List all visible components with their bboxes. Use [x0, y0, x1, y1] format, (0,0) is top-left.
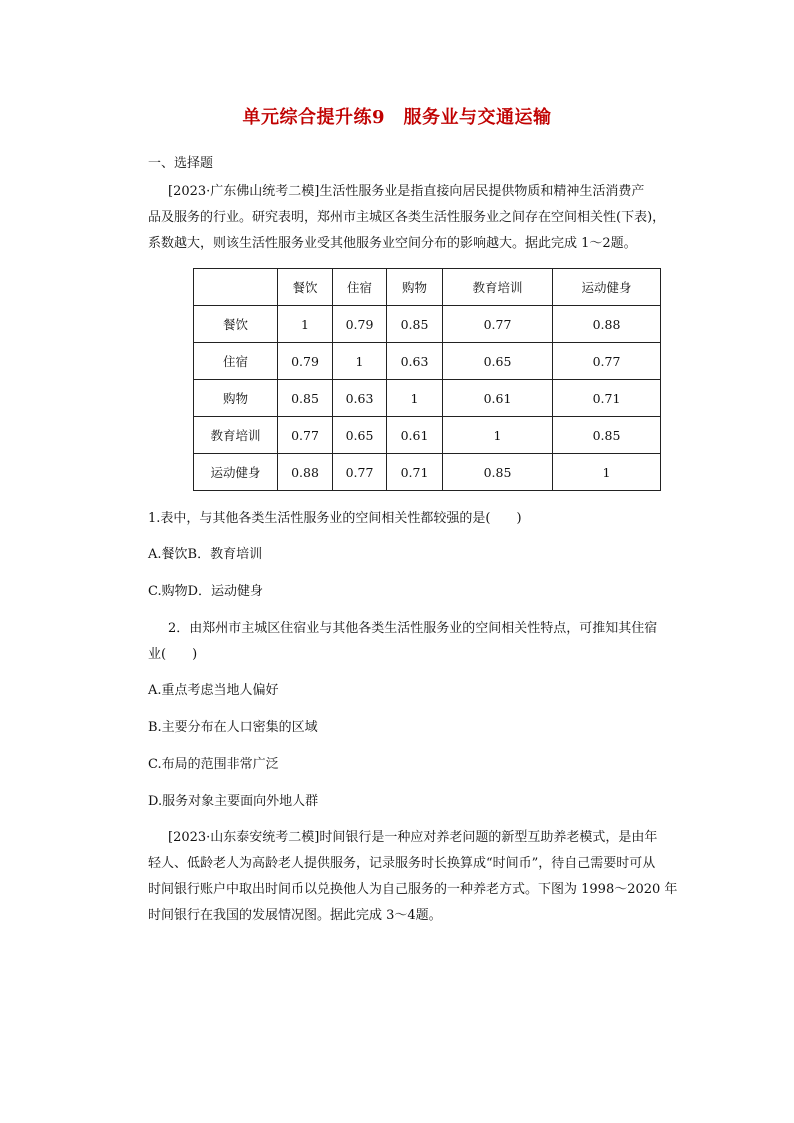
table-header-cell: 购物	[387, 269, 443, 306]
question-2-stem-line2: 业( )	[148, 647, 198, 662]
table-row	[194, 417, 661, 454]
intro2-line1: [2023·山东泰安统考二模]时间银行是一种应对养老问题的新型互助养老模式，是由年	[168, 830, 658, 845]
question-2-option-a: A.重点考虑当地人偏好	[148, 683, 279, 698]
table-cell: 0.63	[387, 343, 443, 380]
table-header-row	[194, 269, 661, 306]
question-2-stem-line1: 2．由郑州市主城区住宿业与其他各类生活性服务业的空间相关性特点，可推知其住宿	[168, 621, 658, 636]
table-header-cell	[194, 269, 278, 306]
question-2-option-d: D.服务对象主要面向外地人群	[148, 794, 319, 809]
table-cell: 0.88	[553, 306, 661, 343]
table-row	[194, 454, 661, 491]
table-cell: 0.77	[333, 454, 387, 491]
table-cell: 1	[333, 343, 387, 380]
table-row-label: 购物	[194, 380, 278, 417]
table-cell: 0.79	[278, 343, 333, 380]
table-row	[194, 380, 661, 417]
intro1-line1: [2023·广东佛山统考二模]生活性服务业是指直接向居民提供物质和精神生活消费产	[168, 184, 645, 199]
table-header-cell: 餐饮	[278, 269, 333, 306]
table-row-label: 教育培训	[194, 417, 278, 454]
table-cell: 0.63	[333, 380, 387, 417]
table-cell: 1	[387, 380, 443, 417]
table-header-cell: 教育培训	[443, 269, 553, 306]
table-cell: 0.85	[387, 306, 443, 343]
table-cell: 0.61	[387, 417, 443, 454]
table-cell: 1	[443, 417, 553, 454]
table-cell: 0.71	[387, 454, 443, 491]
table-row	[194, 306, 661, 343]
table-cell: 0.77	[443, 306, 553, 343]
intro2-line3: 时间银行账户中取出时间币以兑换他人为自己服务的一种养老方式。下图为 1998～2020 年	[148, 882, 678, 897]
table-cell: 0.77	[553, 343, 661, 380]
table-cell: 0.85	[278, 380, 333, 417]
table-cell: 0.61	[443, 380, 553, 417]
section-heading: 一、选择题	[148, 156, 214, 171]
question-1-options-ab: A.餐饮B．教育培训	[148, 547, 263, 562]
question-2-option-c: C.布局的范围非常广泛	[148, 757, 279, 772]
table-cell: 1	[278, 306, 333, 343]
table-row	[194, 343, 661, 380]
table-cell: 0.85	[553, 417, 661, 454]
table-header-cell: 住宿	[333, 269, 387, 306]
question-1-options-cd: C.购物D．运动健身	[148, 584, 264, 599]
intro2-line2: 轻人、低龄老人为高龄老人提供服务，记录服务时长换算成“时间币”，待自己需要时可从	[148, 856, 656, 871]
table-cell: 0.71	[553, 380, 661, 417]
table-cell: 0.77	[278, 417, 333, 454]
table-cell: 1	[553, 454, 661, 491]
correlation-table	[193, 268, 661, 491]
question-1-stem: 1.表中，与其他各类生活性服务业的空间相关性都较强的是( )	[148, 511, 522, 526]
intro1-line2: 品及服务的行业。研究表明，郑州市主城区各类生活性服务业之间存在空间相关性(下表)，	[148, 210, 666, 225]
question-2-option-b: B.主要分布在人口密集的区域	[148, 720, 318, 735]
table-row-label: 运动健身	[194, 454, 278, 491]
table-cell: 0.79	[333, 306, 387, 343]
page-title: 单元综合提升练9 服务业与交通运输	[242, 107, 552, 128]
intro1-line3: 系数越大，则该生活性服务业受其他服务业空间分布的影响越大。据此完成 1～2题。	[148, 236, 637, 251]
intro2-line4: 时间银行在我国的发展情况图。据此完成 3～4题。	[148, 908, 442, 923]
table-cell: 0.65	[443, 343, 553, 380]
table-cell: 0.85	[443, 454, 553, 491]
table-cell: 0.88	[278, 454, 333, 491]
table-cell: 0.65	[333, 417, 387, 454]
table-row-label: 住宿	[194, 343, 278, 380]
table-row-label: 餐饮	[194, 306, 278, 343]
table-header-cell: 运动健身	[553, 269, 661, 306]
